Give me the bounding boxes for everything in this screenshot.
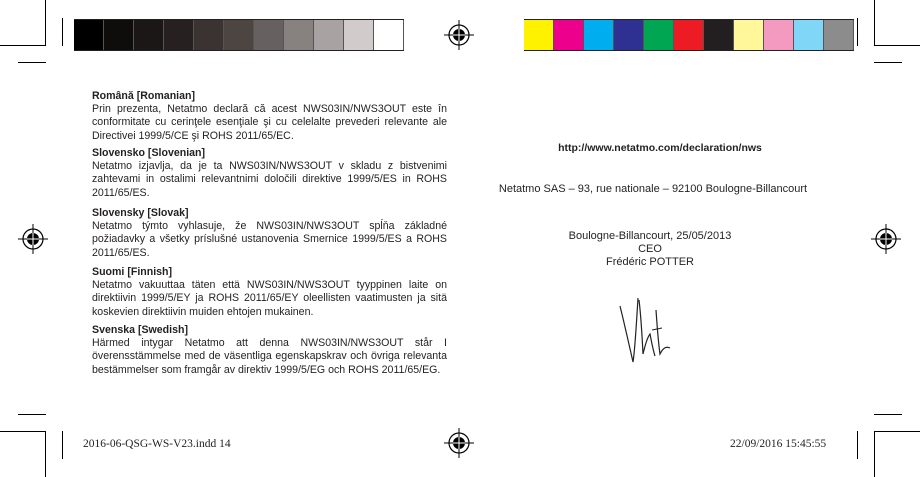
section-body: Netatmo izjavlja, da je ta NWS03IN/NWS3OUT v skladu z bistvenimi zahtevami in ostalimi relevantnimi določili direktive 1999/5/ES in ROHS 2011/65/ES. [92,160,447,199]
color-swatch [284,20,314,50]
section-title: Svenska [Swedish] [92,324,188,336]
color-swatch [734,20,764,50]
section-body: Härmed intygar Netatmo att denna NWS03IN/NWS3OUT står I överensstämmelse med de väsentliga egenskapskrav och övriga relevanta bestämmelser som framgår av direktiv 1999/5/EG och ROHS 2011/65/EG. [92,337,447,376]
company-address: Netatmo SAS – 93, rue nationale – 92100 Boulogne-Billancourt [498,183,808,195]
registration-mark-icon [444,428,474,458]
slug-timestamp: 22/09/2016 15:45:55 [730,438,827,450]
color-swatch [254,20,284,50]
signatory-role: CEO [638,243,662,255]
crop-mark [18,414,46,415]
color-swatch [104,20,134,50]
color-swatch [704,20,734,50]
crop-mark [0,45,46,46]
registration-mark-icon [871,224,901,254]
color-swatch [164,20,194,50]
crop-mark [874,431,875,477]
section-finnish [92,266,447,319]
color-swatch [614,20,644,50]
color-swatch [344,20,374,50]
color-swatch [824,20,854,50]
registration-mark-icon [444,20,474,50]
color-swatch [764,20,794,50]
section-body: Netatmo týmto vyhlasuje, že NWS03IN/NWS3OUT spĺňa základné požiadavky a všetky príslušné ustanovenia Smernice 1999/5/ES a ROHS 2011/65/ES. [92,220,447,259]
section-slovak [92,207,447,260]
crop-mark [857,431,858,459]
signatory-name: Frédéric POTTER [605,256,694,268]
section-romanian [92,90,447,143]
crop-mark [62,431,63,459]
color-swatches [524,19,854,51]
section-title: Slovensko [Slovenian] [92,147,206,159]
color-swatch [134,20,164,50]
crop-mark [874,62,902,63]
section-title: Română [Romanian] [92,90,196,102]
declaration-url[interactable]: http://www.netatmo.com/declaration/nws [558,142,762,154]
crop-mark [62,18,63,46]
signing-place-date: Boulogne-Billancourt, 25/05/2013 [568,230,732,242]
crop-mark [874,414,902,415]
section-body: Prin prezenta, Netatmo declară că acest NWS03IN/NWS3OUT este în conformitate cu cerinţele esenţiale şi cu celelalte prevederi relevante ale Directivei 1999/5/CE şi ROHS 2011/65/EC. [92,103,447,142]
color-swatch [74,20,104,50]
color-swatch [524,20,554,50]
color-swatch [374,20,404,50]
section-title: Slovensky [Slovak] [92,207,189,219]
crop-mark [874,0,875,46]
crop-mark [45,0,46,46]
crop-mark [857,18,858,46]
section-swedish [92,324,447,377]
section-body: Netatmo vakuuttaa täten että NWS03IN/NWS3OUT tyyppinen laite on direktiivin 1999/5/EY ja ROHS 2011/65/EY oleellisten vaatimusten ja sitä koskevien direktiivin muiden ehtojen mukainen. [92,279,447,318]
registration-mark-icon [18,224,48,254]
color-swatch [674,20,704,50]
crop-mark [874,431,920,432]
crop-mark [874,45,920,46]
color-swatch [314,20,344,50]
signature [612,288,684,366]
crop-mark [18,62,46,63]
color-swatch [554,20,584,50]
crop-mark [45,431,46,477]
gray-density-swatches [74,19,404,51]
section-title: Suomi [Finnish] [92,266,173,278]
color-swatch [194,20,224,50]
section-slovenian [92,147,447,200]
color-swatch [644,20,674,50]
color-swatch [224,20,254,50]
color-swatch [584,20,614,50]
crop-mark [0,431,46,432]
color-swatch [794,20,824,50]
slug-filename: 2016-06-QSG-WS-V23.indd 14 [83,438,231,450]
